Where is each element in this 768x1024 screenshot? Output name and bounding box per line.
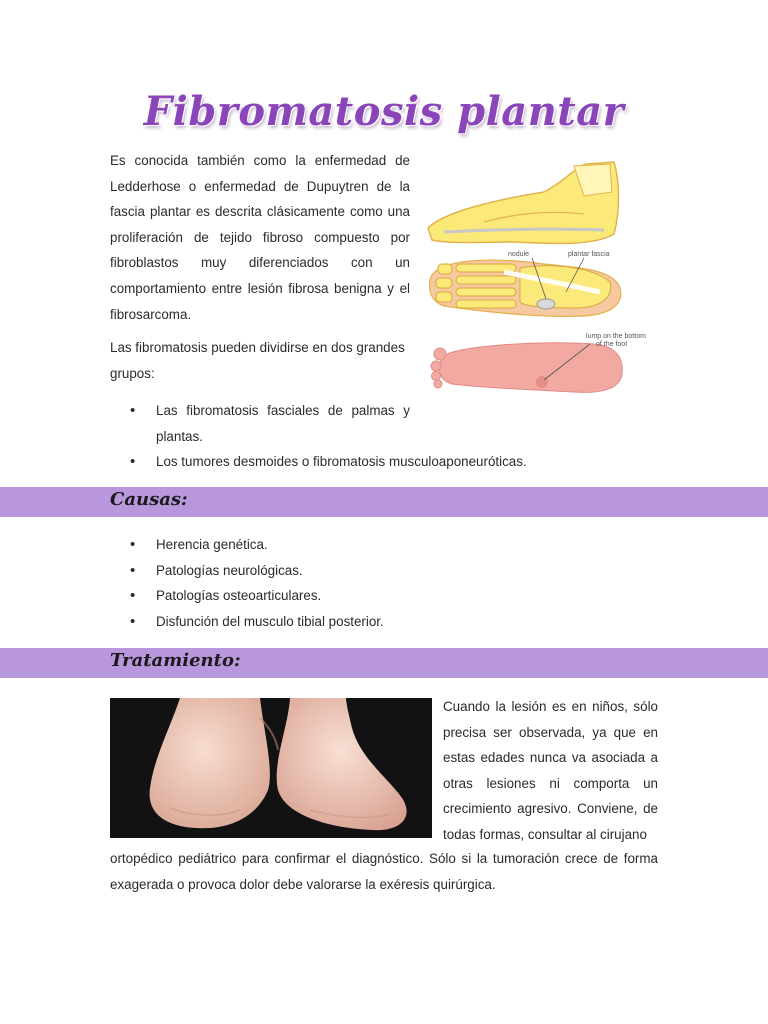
groups-list <box>110 398 527 475</box>
label-lump-line-2: of the foot <box>596 341 628 348</box>
treatment-paragraph: Cuando la lesión es en niños, sólo precisa ser observada, ya que en estas edades nunca va asociada a otras lesiones ni comporta un crecimiento agresivo. Conviene, de todas formas, consultar al cirujano <box>443 699 658 842</box>
treatment-paragraph-continued: ortopédico pediátrico para confirmar el diagnóstico. Sólo si la tumoración crece de forma exagerada o provoca dolor debe valorarse la exéresis quirúrgica. <box>110 851 658 892</box>
section-bar-tratamiento <box>0 648 768 678</box>
section-heading-tratamiento: Tratamiento: <box>110 650 241 671</box>
label-nodule: nodule <box>508 251 530 258</box>
section-bar-causas <box>0 487 768 517</box>
list-item: • Patologías osteoarticulares. <box>110 583 510 609</box>
label-plantar-fascia: plantar fascia <box>568 251 610 258</box>
section-heading-causas: Causas: <box>110 489 188 510</box>
foot-anatomy-diagram <box>424 152 660 414</box>
list-item: • Disfunción del musculo tibial posterior. <box>110 609 510 635</box>
intro-paragraph: Es conocida también como la enfermedad de Ledderhose o enfermedad de Dupuytren de la fascia plantar es descrita clásicamente como una proliferación de tejido fibroso compuesto por fibroblastos muy diferenciados con un comportamiento entre lesión fibrosa benigna y el fibrosarcoma. <box>110 153 410 322</box>
list-item: • Herencia genética. <box>110 532 510 558</box>
children-feet-photo <box>110 698 432 838</box>
causas-list <box>110 532 510 634</box>
list-item: • Los tumores desmoides o fibromatosis musculoaponeuróticas. <box>110 449 656 475</box>
list-item: • Patologías neurológicas. <box>110 558 510 584</box>
label-lump-line-1: lump on the bottom <box>586 333 646 340</box>
page-title: Fibromatosis plantar <box>143 88 625 135</box>
list-item: • Las fibromatosis fasciales de palmas y plantas. <box>110 398 410 449</box>
groups-intro-paragraph: Las fibromatosis pueden dividirse en dos grandes grupos: <box>110 340 405 381</box>
